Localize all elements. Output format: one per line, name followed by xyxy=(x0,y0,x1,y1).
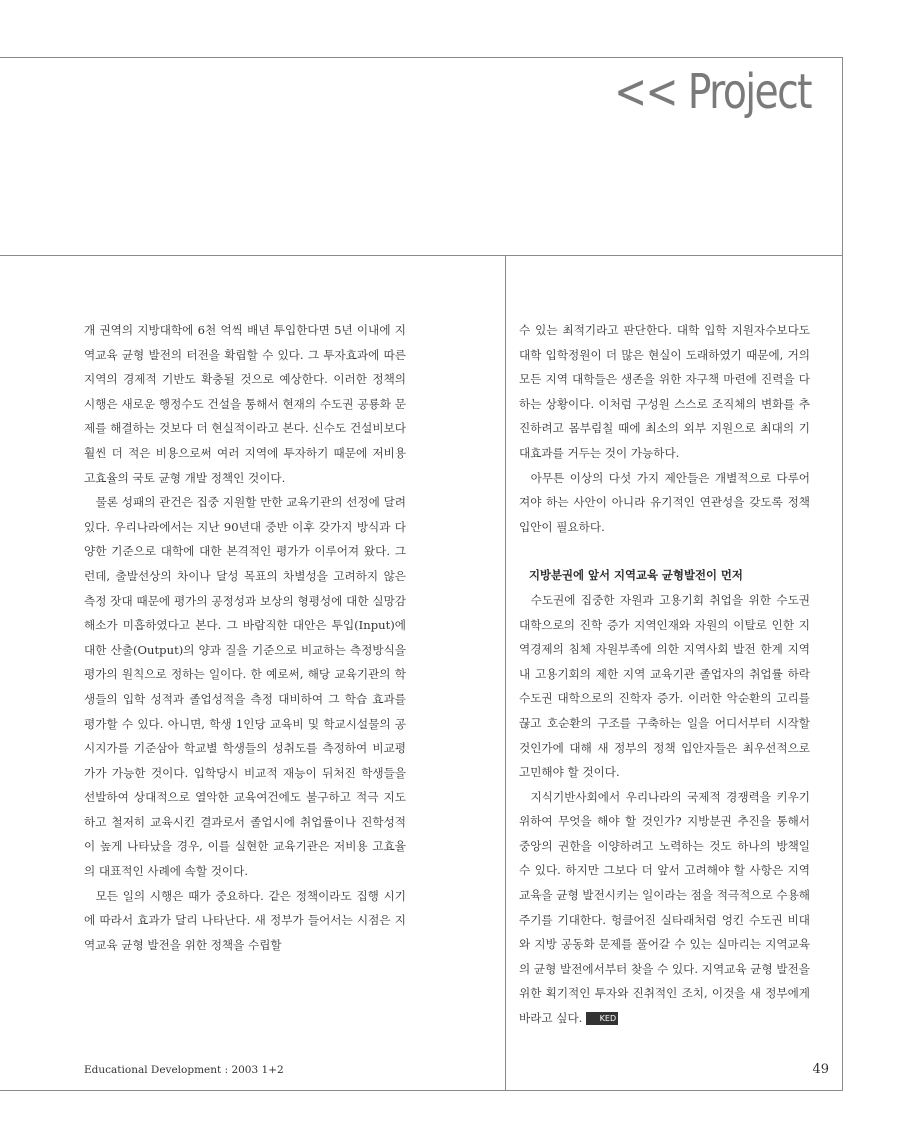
right-paragraph-2: 아무튼 이상의 다섯 가지 제안들은 개별적으로 다루어져야 하는 사안이 아니라 유기적인 연관성을 갖도록 정책 입안이 필요하다. xyxy=(519,470,810,534)
left-paragraph-3: 모든 일의 시행은 때가 중요하다. 같은 정책이라도 집행 시기에 따라서 효과가 달리 나타난다. 새 정부가 들어서는 시점은 지역교육 균형 발전을 위한 정책을 수립할 xyxy=(84,888,406,952)
bottom-rule xyxy=(0,1090,843,1091)
right-column xyxy=(519,318,810,1031)
header-bottom-rule xyxy=(0,255,843,256)
page-number: 49 xyxy=(812,1062,829,1077)
top-rule xyxy=(0,57,843,58)
right-paragraph-1: 수 있는 최적기라고 판단한다. 대학 입학 지원자수보다도 대학 입학정원이 더 많은 현실이 도래하였기 때문에, 거의 모든 지역 대학들은 생존을 위한 자구책 마련에 진력을 다하는 상황이다. 이처럼 구성원 스스로 조직체의 변화를 추진하려고 몸부림칠 때에 최소의 외부 지원으로 최대의 기대효과를 거두는 것이 가능하다. xyxy=(519,323,810,460)
section-subheading: 지방분권에 앞서 지역교육 균형발전이 먼저 xyxy=(529,568,743,583)
left-paragraph-2: 물론 성패의 관건은 집중 지원할 만한 교육기관의 선정에 달려 있다. 우리나라에서는 지난 90년대 중반 이후 갖가지 방식과 다양한 기준으로 대학에 대한 본격적인 평가가 이루어져 왔다. 그런데, 출발선상의 차이나 달성 목표의 차별성을 고려하지 않은 측정 잣대 때문에 평가의 공정성과 보상의 형평성에 대한 실망감 해소가 미흡하였다고 본다. 그 바람직한 대안은 투입(Input)에 대한 산출(Output)의 양과 질을 기준으로 비교하는 측정방식을 평가의 원칙으로 정하는 일이다. 한 예로써, 해당 교육기관의 학생들의 입학 성적과 졸업성적을 측정 대비하여 그 학습 효과를 평가할 수 있다. 아니면, 학생 1인당 교육비 및 학교시설물의 공시지가를 기준삼아 학교별 학생들의 성취도를 측정하여 비교평가가 가능한 것이다. 입학당시 비교적 재능이 뒤처진 학생들을 선발하여 상대적으로 열악한 교육여건에도 불구하고 적극 지도하고 철저히 교육시킨 결과로서 졸업시에 취업률이나 진학성적이 높게 나타났을 경우, 이를 실현한 교육기관은 저비용 고효율의 대표적인 사례에 속할 것이다. xyxy=(84,495,406,879)
right-paragraph-4-text: 지식기반사회에서 우리나라의 국제적 경쟁력을 키우기 위하여 무엇을 해야 할 것인가? 지방분권 추진을 통해서 중앙의 권한을 이양하려고 노력하는 것도 하나의 방책일 수 있다. 하지만 그보다 더 앞서 고려해야 할 사항은 지역교육을 균형 발전시키는 일이라는 점을 적극적으로 수용해 주기를 기대한다. 헝클어진 실타래처럼 엉킨 수도권 비대와 지방 공동화 문제를 풀어갈 수 있는 실마리는 지역교육의 균형 발전에서부터 찾을 수 있다. 지역교육 균형 발전을 위한 획기적인 투자와 진취적인 조치, 이것을 새 정부에게 바라고 싶다. xyxy=(519,789,810,1026)
right-paragraph-4 xyxy=(519,785,810,1031)
right-paragraph-3: 수도권에 집중한 자원과 고용기회 취업을 위한 수도권 대학으로의 진학 증가 지역인재와 자원의 이탈로 인한 지역경제의 침체 자원부족에 의한 지역사회 발전 한계 지역내 고용기회의 제한 지역 교육기관 졸업자의 취업률 하락 수도권 대학으로의 진학자 증가. 이러한 악순환의 고리를 끊고 호순환의 구조를 구축하는 일을 어디서부터 시작할 것인가에 대해 새 정부의 정책 입안자들은 최우선적으로 고민해야 할 것이다. xyxy=(519,592,810,780)
left-column xyxy=(84,318,406,957)
journal-footer: Educational Development : 2003 1+2 xyxy=(84,1064,284,1076)
right-frame-line xyxy=(842,57,843,1091)
left-paragraph-1: 개 권역의 지방대학에 6천 억씩 배년 투입한다면 5년 이내에 지역교육 균형 발전의 터전을 확립할 수 있다. 그 투자효과에 따른 지역의 경제적 기반도 확충될 것으로 예상한다. 이러한 정책의 시행은 새로운 행정수도 건설을 통해서 현재의 수도권 공룡화 문제를 해결하는 것보다 더 현실적이라고 본다. 신수도 건설비보다 훨씬 더 적은 비용으로써 여러 지역에 투자하기 때문에 저비용 고효율의 국토 균형 개발 정책인 것이다. xyxy=(84,323,406,485)
section-title: << Project xyxy=(614,64,811,120)
ked-end-mark: KED xyxy=(586,1012,618,1025)
column-divider xyxy=(505,255,506,1091)
